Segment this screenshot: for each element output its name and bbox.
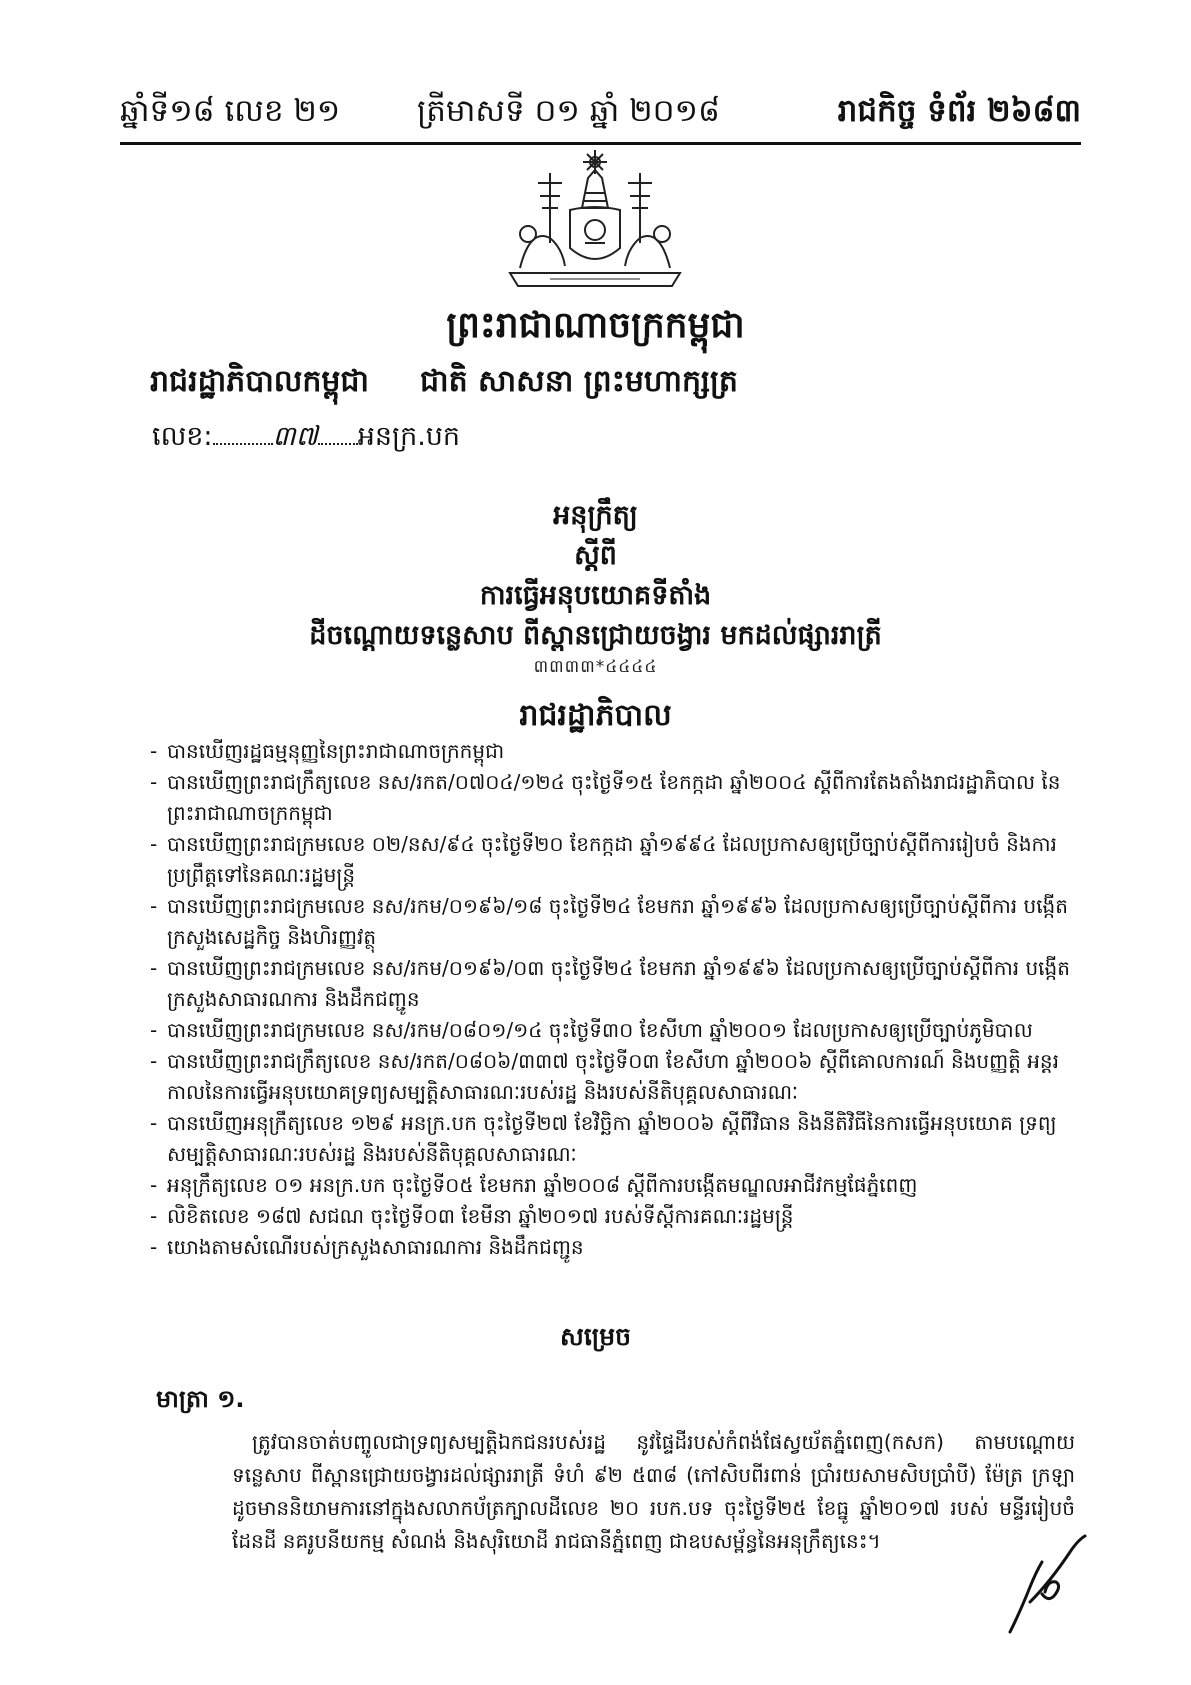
reference-item: - បានឃើញព្រះរាជក្រមលេខ នស/រកម/០១៩៦/០៣ ចុះថ្ងៃទី២៤ ខែមករា ឆ្នាំ១៩៩៦ ដែលប្រកាសឲ្យប្រើច្បាប់ស្តីពីការ បង្កើតក្រសួងសាធារណការ និងដឹកជញ្ជូន — [150, 953, 1075, 1015]
decree-title — [0, 496, 1191, 742]
reference-item: - អនុក្រឹត្យលេខ ០១ អនក្រ.បក ចុះថ្ងៃទី០៥ ខែមករា ឆ្នាំ២០០៨ ស្តីពីការបង្កើតមណ្ឌលអាជីវកម្មផែភ្នំពេញ — [150, 1170, 1075, 1201]
legal-references — [150, 736, 1075, 1263]
decree-number-suffix: អនក្រ.បក — [357, 421, 461, 452]
decision-heading: សម្រេច — [560, 1322, 631, 1351]
title-location: ដីចណ្ដោយទន្លេសាប ពីស្ពានជ្រោយចង្វារ មកដល់ផ្សាររាត្រី — [309, 620, 882, 651]
reference-item: - បានឃើញព្រះរាជក្រឹត្យលេខ នស/រកត/០៧០៤/១២៤ ចុះថ្ងៃទី១៥ ខែកក្កដា ឆ្នាំ២០០៤ ស្តីពីការតែងតាំងរាជរដ្ឋាភិបាល នៃព្រះរាជាណាចក្រកម្ពុជា — [150, 767, 1075, 829]
reference-item: - យោងតាមសំណើរបស់ក្រសួងសាធារណការ និងដឹកជញ្ជូន — [150, 1232, 1075, 1263]
reference-item: - បានឃើញព្រះរាជក្រមលេខ នស/រកម/០៨០១/១៤ ចុះថ្ងៃទី៣០ ខែសីហា ឆ្នាំ២០០១ ដែលប្រកាសឲ្យប្រើច្បាប់ភូមិបាល — [150, 1015, 1075, 1046]
reference-item: - បានឃើញព្រះរាជក្រឹត្យលេខ នស/រកត/០៨០៦/៣៣៧ ចុះថ្ងៃទី០៣ ខែសីហា ឆ្នាំ២០០៦ ស្តីពីគោលការណ៍ និងបញ្ញត្តិ អន្តរកាលនៃការធ្វើអនុបយោគទ្រព្យសម្បត្តិសាធារណៈរបស់រដ្ឋ និងរបស់នីតិបុគ្គលសាធារណៈ — [150, 1046, 1075, 1108]
title-subject: ការធ្វើអនុបយោគទីតាំង — [479, 580, 712, 611]
article-label: មាត្រា ១. — [156, 1385, 245, 1413]
national-motto: ជាតិ សាសនា ព្រះមហាក្សត្រ — [420, 364, 738, 399]
government-name: រាជរដ្ឋាភិបាលកម្ពុជា — [150, 364, 369, 399]
gazette-header — [120, 82, 1081, 145]
title-sub-decree: អនុក្រឹត្យ — [553, 500, 638, 531]
issuer-heading: រាជរដ្ឋាភិបាល — [519, 698, 672, 733]
reference-item: - បានឃើញព្រះរាជក្រមលេខ នស/រកម/០១៩៦/១៨ ចុះថ្ងៃទី២៤ ខែមករា ឆ្នាំ១៩៩៦ ដែលប្រកាសឲ្យប្រើច្បាប់ស្តីពីការ បង្កើតក្រសួងសេដ្ឋកិច្ច និងហិរញ្ញវត្ថុ — [150, 891, 1075, 953]
decree-number-label: លេខ: — [152, 421, 213, 452]
kingdom-heading: ព្រះរាជាណាចក្រកម្ពុជា — [446, 305, 745, 346]
title-separator: ៣៣៣៣*៤៤៤៤ — [533, 657, 658, 677]
title-on: ស្តីពី — [574, 540, 617, 571]
signature-icon — [990, 1532, 1110, 1642]
gazette-quarter: ត្រីមាសទី ០១ ឆ្នាំ ២០១៨ — [417, 93, 720, 129]
reference-item: - បានឃើញអនុក្រឹត្យលេខ ១២៩ អនក្រ.បក ចុះថ្ងៃទី២៧ ខែវិច្ឆិកា ឆ្នាំ២០០៦ ស្តីពីវិធាន និងនីតិវិធីនៃការធ្វើអនុបយោគ ទ្រព្យសម្បត្តិសាធារណៈរបស់រដ្ឋ និងរបស់នីតិបុគ្គលសាធារណៈ — [150, 1108, 1075, 1170]
gazette-page-number: រាជកិច្ច ទំព័រ ២៦៨៣ — [837, 93, 1081, 129]
article-body: ត្រូវបានចាត់បញ្ចូលជាទ្រព្យសម្បត្តិឯកជនរបស់រដ្ឋ នូវផ្ទៃដីរបស់កំពង់ផែស្វយ័តភ្នំពេញ(កសក) តាមបណ្តោយ ទន្លេសាប ពីស្ពានជ្រោយចង្វារដល់ផ្សាររាត្រី ទំហំ ៩២ ៥៣៨ (កៅសិបពីរពាន់ ប្រាំរយសាមសិបប្រាំបី) ម៉ែត្រ ក្រឡា ដូចមាននិយាមការនៅក្នុងសលាកប័ត្រក្បាលដីលេខ ២០ របក.បទ ចុះថ្ងៃទី២៥ ខែធ្នូ ឆ្នាំ២០១៧ របស់ មន្ទីររៀបចំដែនដី នគរូបនីយកម្ម សំណង់ និងសុរិយោដី រាជធានីភ្នំពេញ ជាឧបសម្ព័ន្ធនៃអនុក្រឹត្យនេះ។ — [232, 1430, 1075, 1553]
decree-number-value: ៣៧ — [272, 421, 318, 452]
decree-number — [152, 420, 460, 459]
reference-item: - បានឃើញរដ្ឋធម្មនុញ្ញនៃព្រះរាជាណាចក្រកម្ពុជា — [150, 736, 1075, 767]
gazette-year-issue: ឆ្នាំទី១៨ លេខ ២១ — [120, 93, 341, 129]
reference-item: - បានឃើញព្រះរាជក្រមលេខ ០២/នស/៩៤ ចុះថ្ងៃទី២០ ខែកក្កដា ឆ្នាំ១៩៩៤ ដែលប្រកាសឲ្យប្រើច្បាប់ស្តីពីការរៀបចំ និងការប្រព្រឹត្តទៅនៃគណៈរដ្ឋមន្ត្រី — [150, 829, 1075, 891]
reference-item: - លិខិតលេខ ១៨៧ សជណ ចុះថ្ងៃទី០៣ ខែមីនា ឆ្នាំ២០១៧ របស់ទីស្តីការគណៈរដ្ឋមន្ត្រី — [150, 1201, 1075, 1232]
royal-coat-of-arms-icon — [490, 148, 700, 293]
